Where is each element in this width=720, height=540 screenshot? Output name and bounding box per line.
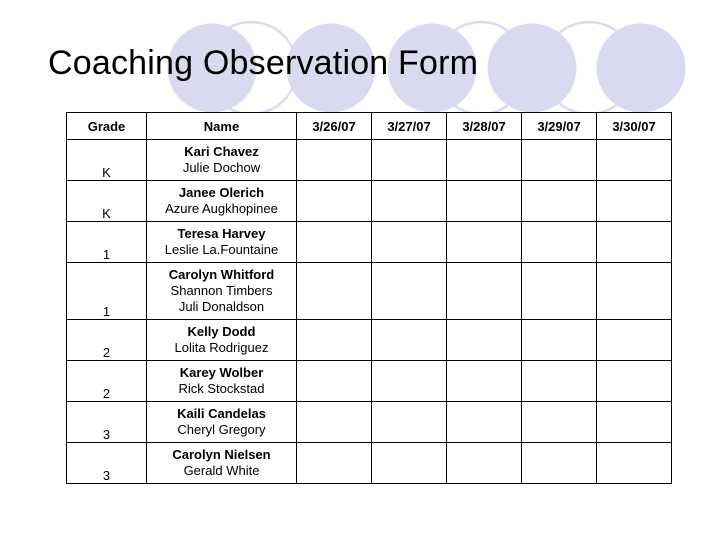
date-header: 3/30/07 <box>597 113 672 140</box>
deco-circle <box>595 22 687 114</box>
names-cell <box>147 361 297 402</box>
names-cell <box>147 443 297 484</box>
observation-cell[interactable] <box>447 402 522 443</box>
observation-cell[interactable] <box>372 361 447 402</box>
observation-cell[interactable] <box>597 263 672 320</box>
observation-cell[interactable] <box>522 263 597 320</box>
names-cell <box>147 263 297 320</box>
observation-cell[interactable] <box>447 140 522 181</box>
observation-cell[interactable] <box>372 402 447 443</box>
teacher-name: Rick Stockstad <box>178 381 265 396</box>
teacher-name: Gerald White <box>183 463 260 478</box>
date-header: 3/29/07 <box>522 113 597 140</box>
teacher-name: Lolita Rodriguez <box>174 340 269 355</box>
grade-cell: 2 <box>67 320 147 361</box>
observation-cell[interactable] <box>297 181 372 222</box>
observation-cell[interactable] <box>597 443 672 484</box>
names-cell <box>147 181 297 222</box>
teacher-name: Shannon Timbers <box>170 283 273 298</box>
grade-cell: 2 <box>67 361 147 402</box>
table-row <box>67 222 672 263</box>
teacher-name: Leslie La.Fountaine <box>164 242 279 257</box>
table-row <box>67 140 672 181</box>
observation-cell[interactable] <box>522 443 597 484</box>
observation-cell[interactable] <box>447 443 522 484</box>
coach-name: Kelly Dodd <box>187 324 256 339</box>
table-row <box>67 263 672 320</box>
date-header: 3/27/07 <box>372 113 447 140</box>
names-cell <box>147 402 297 443</box>
observation-cell[interactable] <box>372 181 447 222</box>
table-row <box>67 402 672 443</box>
observation-cell[interactable] <box>297 443 372 484</box>
observation-cell[interactable] <box>297 263 372 320</box>
names-cell <box>147 140 297 181</box>
observation-cell[interactable] <box>597 361 672 402</box>
names-cell <box>147 222 297 263</box>
observation-cell[interactable] <box>372 443 447 484</box>
header-row <box>67 113 672 140</box>
observation-cell[interactable] <box>597 222 672 263</box>
teacher-name: Azure Augkhopinee <box>165 201 278 216</box>
observation-cell[interactable] <box>597 402 672 443</box>
grade-cell: K <box>67 181 147 222</box>
observation-cell[interactable] <box>372 222 447 263</box>
observation-cell[interactable] <box>522 402 597 443</box>
name-header: Name <box>147 113 297 140</box>
observation-cell[interactable] <box>597 320 672 361</box>
observation-cell[interactable] <box>522 361 597 402</box>
grade-header: Grade <box>67 113 147 140</box>
page-title: Coaching Observation Form <box>48 44 479 82</box>
grade-cell: K <box>67 140 147 181</box>
teacher-name: Julie Dochow <box>182 160 261 175</box>
observation-cell[interactable] <box>522 140 597 181</box>
grade-cell: 3 <box>67 443 147 484</box>
observation-cell[interactable] <box>447 320 522 361</box>
observation-cell[interactable] <box>447 361 522 402</box>
observation-cell[interactable] <box>297 402 372 443</box>
coach-name: Carolyn Whitford <box>168 267 275 282</box>
coach-name: Karey Wolber <box>179 365 264 380</box>
coach-name: Kari Chavez <box>184 144 259 159</box>
teacher-name: Cheryl Gregory <box>177 422 266 437</box>
coach-name: Teresa Harvey <box>177 226 266 241</box>
observation-cell[interactable] <box>297 222 372 263</box>
observation-cell[interactable] <box>597 140 672 181</box>
names-cell <box>147 320 297 361</box>
observation-cell[interactable] <box>297 140 372 181</box>
date-header: 3/26/07 <box>297 113 372 140</box>
observation-cell[interactable] <box>372 320 447 361</box>
coach-name: Carolyn Nielsen <box>172 447 271 462</box>
observation-table <box>66 112 672 484</box>
grade-cell: 1 <box>67 263 147 320</box>
grade-cell: 1 <box>67 222 147 263</box>
table-row <box>67 361 672 402</box>
coach-name: Kaili Candelas <box>177 406 266 421</box>
deco-circle <box>486 22 578 114</box>
observation-cell[interactable] <box>297 361 372 402</box>
coach-name: Janee Olerich <box>178 185 265 200</box>
observation-cell[interactable] <box>297 320 372 361</box>
observation-cell[interactable] <box>522 222 597 263</box>
observation-cell[interactable] <box>522 320 597 361</box>
table-row <box>67 443 672 484</box>
table-row <box>67 320 672 361</box>
observation-cell[interactable] <box>522 181 597 222</box>
observation-cell[interactable] <box>447 181 522 222</box>
grade-cell: 3 <box>67 402 147 443</box>
table-row <box>67 181 672 222</box>
observation-cell[interactable] <box>447 263 522 320</box>
observation-cell[interactable] <box>372 140 447 181</box>
teacher-name: Juli Donaldson <box>178 299 265 314</box>
observation-cell[interactable] <box>372 263 447 320</box>
observation-cell[interactable] <box>447 222 522 263</box>
observation-cell[interactable] <box>597 181 672 222</box>
date-header: 3/28/07 <box>447 113 522 140</box>
